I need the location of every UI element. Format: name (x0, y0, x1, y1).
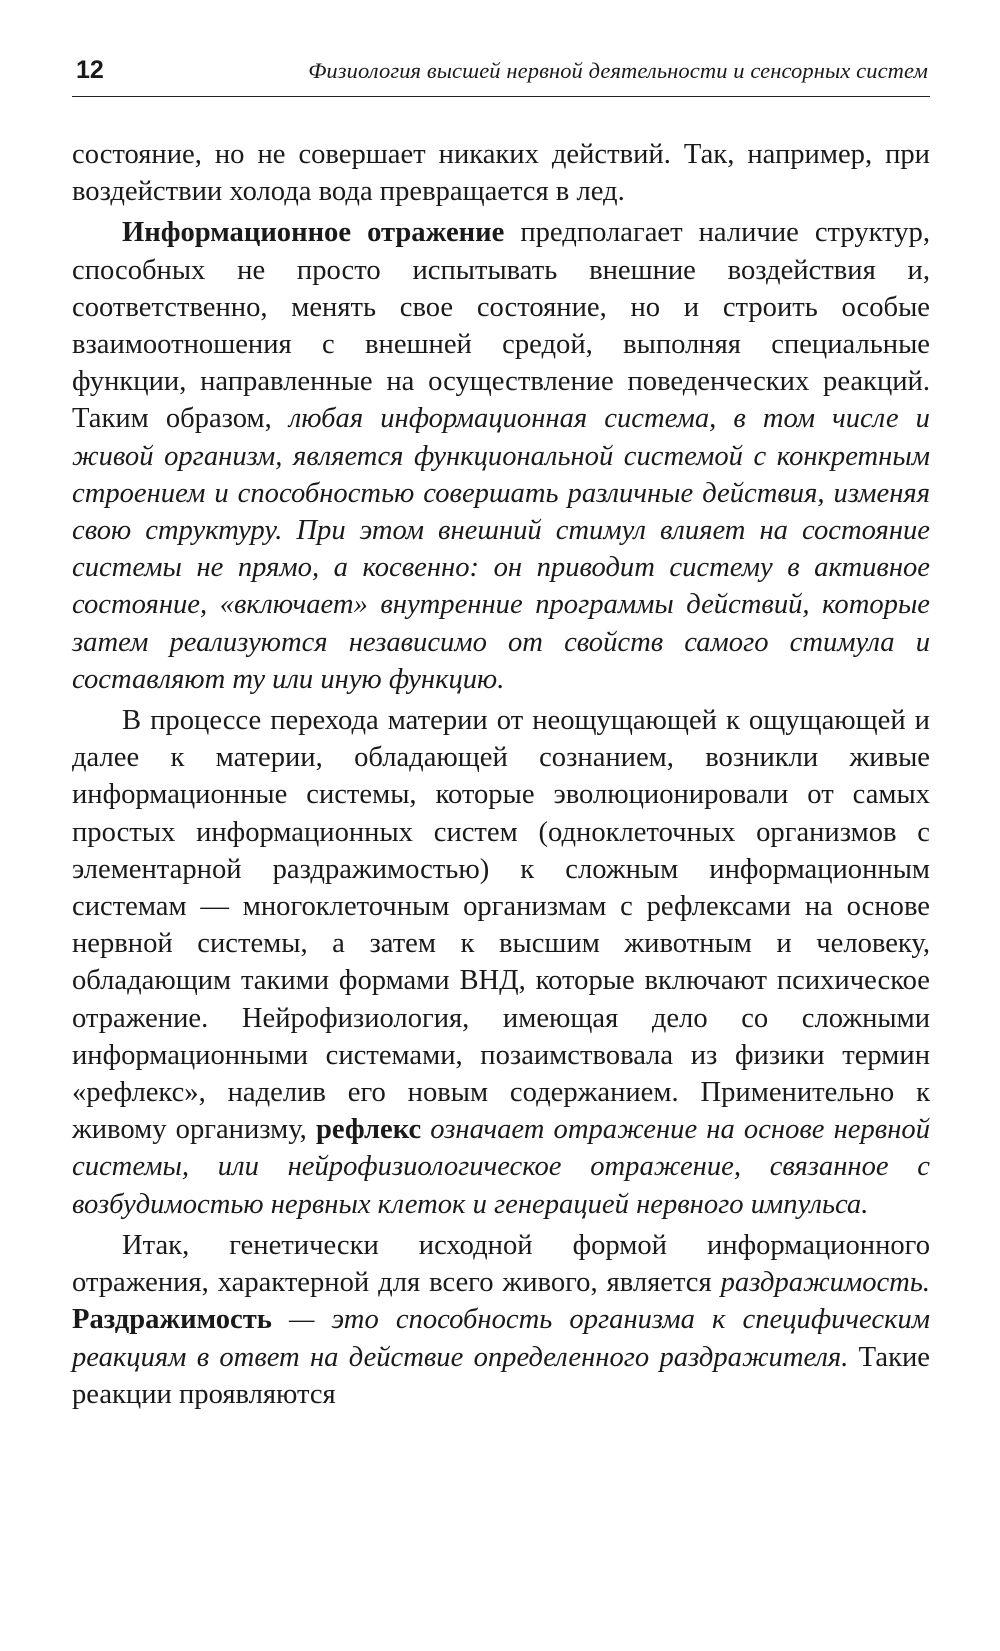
body-text (72, 136, 930, 1413)
paragraph-irritability (72, 1227, 930, 1413)
paragraph-4-text-a: Итак, генетически исходной формой информационного отражения, характерной для всего живого, является (72, 1229, 930, 1299)
paragraph-2-text: предполагает наличие структур, способных не просто испытывать внешние воздействия и, соответственно, менять свое состояние, но и строить особые взаимоотношения с внешней средой, выполняя специальные функции, направленные на осуществление поведенческих реакций. Таким образом, (72, 217, 930, 435)
term-information-reflection: Информационное отражение (122, 217, 505, 249)
paragraph-continuation (72, 136, 930, 210)
paragraph-4-italic-a: раздражимость. (720, 1267, 930, 1299)
book-page (72, 0, 930, 1651)
paragraph-4-italic-b: — это способность организма к специфическим реакциям в ответ на действие определенного раздражителя. (72, 1304, 930, 1373)
paragraph-4-text-b: Такие реакции проявляются (72, 1341, 930, 1410)
page-number: 12 (76, 56, 104, 84)
paragraph-information-reflection (72, 214, 930, 698)
paragraph-2-italic: любая информационная система, в том числе и живой организм, является функциональной системой с конкретным строением и способностью совершать различные действия, изменяя свою структуру. При этом внешний стимул влияет на состояние системы не прямо, а косвенно: он приводит систему в активное состояние, «включает» внутренние программы действий, которые затем реализуются независимо от свойств самого стимула и составляют ту или иную функцию. (72, 403, 930, 695)
paragraph-evolution (72, 702, 930, 1223)
term-irritability: Раздражимость (72, 1304, 272, 1336)
paragraph-1-text: состояние, но не совершает никаких действий. Так, например, при воздействии холода вода превращается в лед. (72, 139, 930, 208)
paragraph-3-text: В процессе перехода материи от неощущающей к ощущающей и далее к материи, обладающей сознанием, возникли живые информационные системы, которые эволюционировали от самых простых информационных систем (одноклеточных организмов с элементарной раздражимостью) к сложным информационным системам — многоклеточным организмам с рефлексами на основе нервной системы, а затем к высшим животным и человеку, обладающим такими формами ВНД, которые включают психическое отражение. Нейрофизиология, имеющая дело со сложными информационными системами, позаимствовала из физики термин «рефлекс», наделив его новым содержанием. Применительно к живому организму, (72, 705, 930, 1146)
term-reflex: рефлекс (315, 1114, 422, 1146)
running-header (72, 52, 930, 97)
running-title: Физиология высшей нервной деятельности и сенсорных систем (308, 58, 928, 83)
paragraph-3-italic: означает отражение на основе нервной системы, или нейрофизиологическое отражение, связанное с возбудимостью нервных клеток и генерацией нервного импульса. (72, 1114, 930, 1220)
